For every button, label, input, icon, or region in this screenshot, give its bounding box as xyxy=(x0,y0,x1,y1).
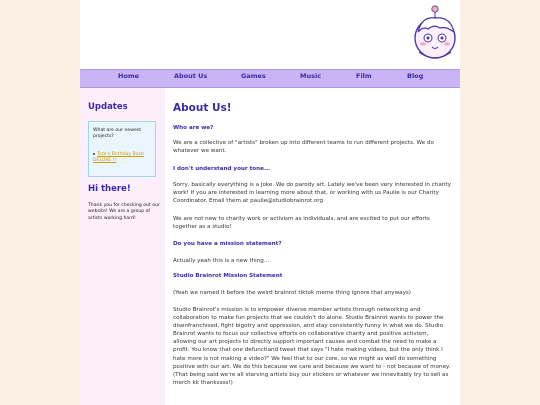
updates-link-text[interactable]: Tate's Birthday Bash DELUXE !! xyxy=(93,152,144,163)
nav-blog[interactable]: Blog xyxy=(407,72,424,80)
nav-about-us[interactable]: About Us xyxy=(174,72,208,80)
page-title: About Us! xyxy=(173,102,232,114)
mission-note: (Yeah we named it before the weird brainrot tiktok meme thing ignore that anyways) xyxy=(173,290,411,296)
site-header xyxy=(80,0,460,69)
updates-link[interactable] xyxy=(93,152,153,164)
answer-who-are-we: We are a collective of "artists" broken up into different teams to run different projects. We do whatever we want. xyxy=(173,140,434,155)
nav-home[interactable]: Home xyxy=(118,72,140,80)
updates-question: What are our newest projects? xyxy=(93,128,142,139)
main-nav xyxy=(80,69,460,88)
nav-film[interactable]: Film xyxy=(356,72,372,80)
page-container xyxy=(80,0,460,405)
question-who-are-we: Who are we? xyxy=(173,125,214,131)
main-content xyxy=(173,88,455,405)
bullet-icon xyxy=(93,153,95,155)
hi-there-text: Thank you for checking out our website! We are a group of artists working hard! xyxy=(88,203,160,221)
question-mission: Do you have a mission statement? xyxy=(173,241,282,247)
nav-music[interactable]: Music xyxy=(300,72,322,80)
nav-games[interactable]: Games xyxy=(241,72,266,80)
answer-tone-2: We are not new to charity work or activism as individuals, and are excited to put our efforts together as a studio! xyxy=(173,216,430,231)
updates-heading: Updates xyxy=(88,102,128,112)
mascot-logo-icon[interactable] xyxy=(410,2,460,68)
hi-there-heading: Hi there! xyxy=(88,184,131,194)
question-tone: I don't understand your tone... xyxy=(173,166,271,172)
answer-mission: Actually yeah this is a new thing... xyxy=(173,258,270,264)
mission-statement-text: Studio Brainrot's mission is to empower diverse member artists through networking and collaboration to make fun projects that we couldn't do alone. Studio Brainrot wants to power the disenfranchised, fight bigotry and oppression, and stay consistently funny in what we do. Studio Brainrot wants to focus our collective efforts on collaborative charity and positive activism, allowing our art projects to directly support important causes and combat the need to make a profit. You know that one defunctland tweet that says "I hate making videos, but the only think I hate more is not making a video?" We feel that to our core, so we might as well do something positive with our art. We do this because we care and because we want to - not because of money. (That being said we're all starving artists buy our stickers or whatever we innevitably try to sell as merch kk thankssss!) xyxy=(173,307,451,386)
answer-tone: Sorry, basically everything is a joke. We do parody art. Lately we've been very interested in charity work! If you are interested in learning more about that, or working with us Paulie is our Charity Coordinator. Email them at paulie@studiobrainrot.org xyxy=(173,182,452,205)
updates-box xyxy=(88,121,156,177)
mission-statement-heading: Studio Brainrot Mission Statement xyxy=(173,273,283,279)
